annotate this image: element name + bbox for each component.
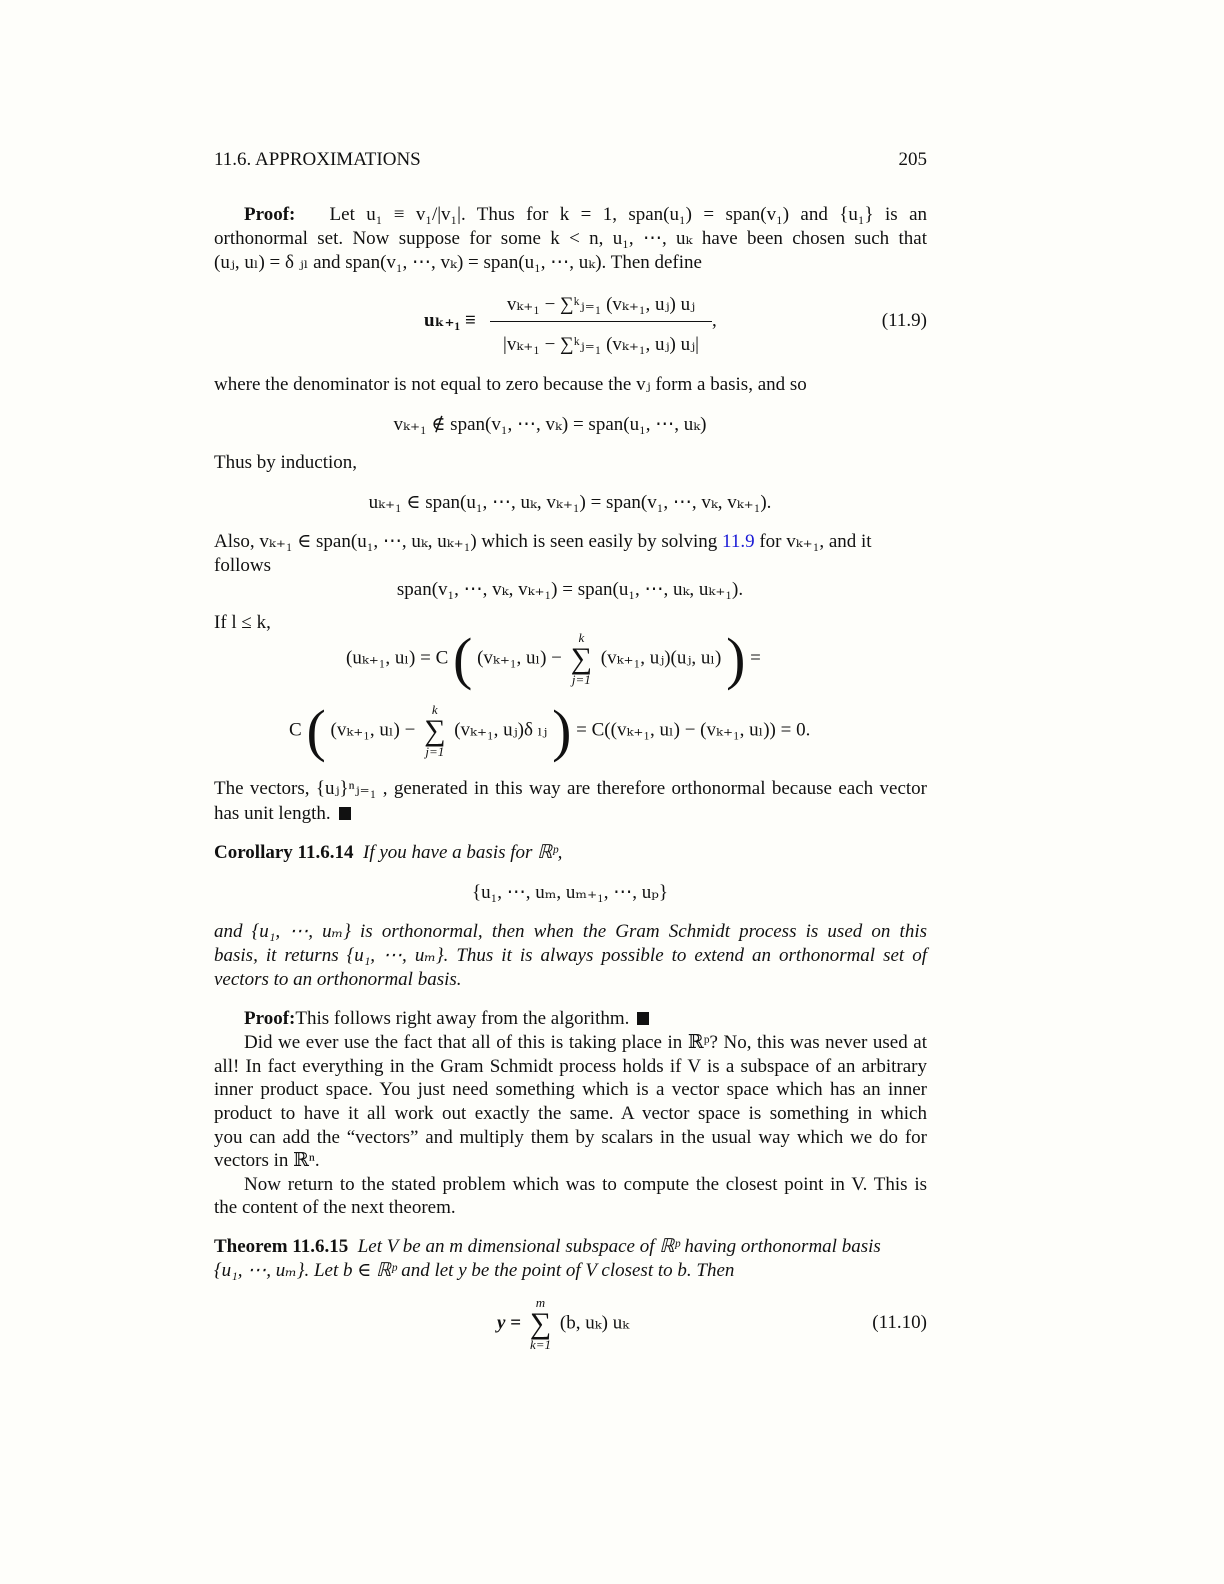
- sigma-symbol: ∑: [570, 642, 593, 675]
- eq-11-9-comma: ,: [712, 310, 717, 331]
- did-line-4: product to have it all work out exactly the same. A vector space is something in which: [214, 1103, 927, 1124]
- equation-number: (11.9): [881, 310, 927, 331]
- corollary-line-1: [214, 841, 927, 865]
- eq-inner-product-1: [346, 626, 761, 691]
- corollary-text: If you have a basis for ℝᵖ,: [363, 842, 563, 863]
- eq-11-9-lhs: uₖ₊₁ ≡: [424, 310, 476, 331]
- theorem-label: Theorem 11.6.15: [214, 1236, 349, 1257]
- eq-11-9-numerator: vₖ₊₁ − ∑ᵏⱼ₌₁ (vₖ₊₁, uⱼ) uⱼ: [506, 294, 696, 315]
- if-line: If l ≤ k,: [214, 612, 271, 633]
- corollary-label: Corollary 11.6.14: [214, 842, 354, 863]
- theorem-line-1: [214, 1235, 927, 1259]
- corollary-eq: {u₁, ⋯, uₘ, uₘ₊₁, ⋯, uₚ}: [472, 882, 668, 903]
- eq-term: (vₖ₊₁, uₗ) −: [330, 719, 416, 741]
- section-title: 11.6. APPROXIMATIONS: [214, 149, 421, 170]
- proof-line-1: [214, 203, 927, 227]
- proof-text: Let u₁ ≡ v₁/|v₁|. Thus for k = 1, span(u₁) = span(v₁) and {u₁} is an: [329, 204, 927, 225]
- proof-label: Proof:: [244, 204, 296, 225]
- did-line-3: inner product space. You just need something which is a vector space which has an inner: [214, 1079, 927, 1100]
- corollary-line-3: basis, it returns {u₁, ⋯, uₘ}. Thus it is always possible to extend an orthonormal set of: [214, 945, 927, 966]
- proof-line-2: orthonormal set. Now suppose for some k < n, u₁, ⋯, uₖ have been chosen such that: [214, 228, 927, 249]
- vectors-line-2: [214, 802, 927, 826]
- vectors-text: has unit length.: [214, 803, 331, 824]
- sigma-symbol: ∑: [529, 1307, 552, 1340]
- did-line-6: vectors in ℝⁿ.: [214, 1150, 320, 1171]
- now-line-1: Now return to the stated problem which was to compute the closest point in V. This is: [244, 1174, 927, 1195]
- also-line-1: [214, 530, 927, 554]
- fraction-bar: [490, 321, 712, 322]
- sum-lower: j=1: [425, 744, 445, 759]
- right-paren: ): [726, 626, 746, 691]
- eq-term: (vₖ₊₁, uₗ) −: [477, 647, 562, 669]
- also-text: Also, vₖ₊₁ ∈ span(u₁, ⋯, uₖ, uₖ₊₁) which is seen easily by solving: [214, 531, 723, 552]
- summation: [530, 1296, 551, 1352]
- sum-upper: k: [578, 630, 585, 645]
- equation-number: (11.10): [872, 1312, 927, 1333]
- eq-induction: uₖ₊₁ ∈ span(u₁, ⋯, uₖ, vₖ₊₁) = span(v₁, ⋯, vₖ, vₖ₊₁).: [368, 492, 772, 513]
- did-line-5: you can add the “vectors” and multiply them by scalars in the usual way which we do for: [214, 1127, 927, 1148]
- induction-line: Thus by induction,: [214, 452, 358, 473]
- sum-upper: k: [431, 702, 438, 717]
- eq-result: = C((vₖ₊₁, uₗ) − (vₖ₊₁, uₗ)) = 0.: [576, 719, 811, 741]
- eq-span: span(v₁, ⋯, vₖ, vₖ₊₁) = span(u₁, ⋯, uₖ, uₖ₊₁).: [396, 579, 744, 600]
- where-line: where the denominator is not equal to zero because the vⱼ form a basis, and so: [214, 374, 807, 395]
- running-header: [214, 148, 927, 172]
- left-paren: (: [306, 698, 326, 763]
- eq-11-10: [497, 1296, 629, 1352]
- theorem-line-2: {u₁, ⋯, uₘ}. Let b ∈ ℝᵖ and let y be the point of V closest to b. Then: [214, 1260, 735, 1281]
- vectors-line-1: The vectors, {uⱼ}ⁿⱼ₌₁ , generated in this way are therefore orthonormal because each vector: [214, 778, 927, 799]
- qed-square-icon: [637, 1012, 649, 1025]
- sum-lower: k=1: [529, 1337, 551, 1352]
- eq-rhs: (b, uₖ) uₖ: [559, 1312, 630, 1334]
- eq-11-9-denominator: |vₖ₊₁ − ∑ᵏⱼ₌₁ (vₖ₊₁, uⱼ) uⱼ|: [503, 334, 699, 355]
- proof2-line: [214, 1007, 927, 1031]
- also-line-2: follows: [214, 555, 271, 576]
- summation: [424, 703, 445, 759]
- proof-text: This follows right away from the algorithm.: [295, 1008, 630, 1029]
- also-text-2: for vₖ₊₁, and it: [754, 531, 872, 552]
- eq-lhs: y =: [497, 1312, 522, 1334]
- eq-lhs: C: [289, 719, 302, 741]
- did-line-2: all! In fact everything in the Gram Schmidt process holds if V is a subspace of an arbitrary: [214, 1056, 927, 1077]
- eq-notin: vₖ₊₁ ∉ span(v₁, ⋯, vₖ) = span(u₁, ⋯, uₖ): [393, 414, 707, 435]
- proof-line-3: (uⱼ, uₗ) = δ ⱼₗ and span(v₁, ⋯, vₖ) = span(u₁, ⋯, uₖ). Then define: [214, 252, 702, 273]
- page-number: 205: [898, 149, 927, 170]
- now-line-2: the content of the next theorem.: [214, 1197, 456, 1218]
- eq-inner-product-2: [289, 698, 811, 763]
- equation-link[interactable]: 11.9: [722, 531, 755, 552]
- summation: [571, 631, 592, 687]
- corollary-line-4: vectors to an orthonormal basis.: [214, 969, 462, 990]
- sigma-symbol: ∑: [424, 714, 446, 747]
- sum-upper: m: [535, 1295, 546, 1310]
- qed-square-icon: [339, 807, 351, 820]
- right-paren: ): [552, 698, 572, 763]
- eq-term: (vₖ₊₁, uⱼ)δ ₗⱼ: [454, 719, 548, 741]
- left-paren: (: [453, 626, 473, 691]
- proof-label: Proof:: [244, 1008, 296, 1029]
- corollary-line-2: and {u₁, ⋯, uₘ} is orthonormal, then when the Gram Schmidt process is used on this: [214, 921, 927, 942]
- eq-term: (vₖ₊₁, uⱼ)(uⱼ, uₗ): [600, 647, 722, 669]
- did-line-1: Did we ever use the fact that all of this is taking place in ℝᵖ? No, this was never used at: [244, 1032, 927, 1053]
- eq-lhs: (uₖ₊₁, uₗ) = C: [346, 647, 449, 669]
- sum-lower: j=1: [571, 672, 591, 687]
- eq-equals: =: [750, 647, 761, 669]
- theorem-text: Let V be an m dimensional subspace of ℝᵖ having orthonormal basis: [357, 1236, 881, 1257]
